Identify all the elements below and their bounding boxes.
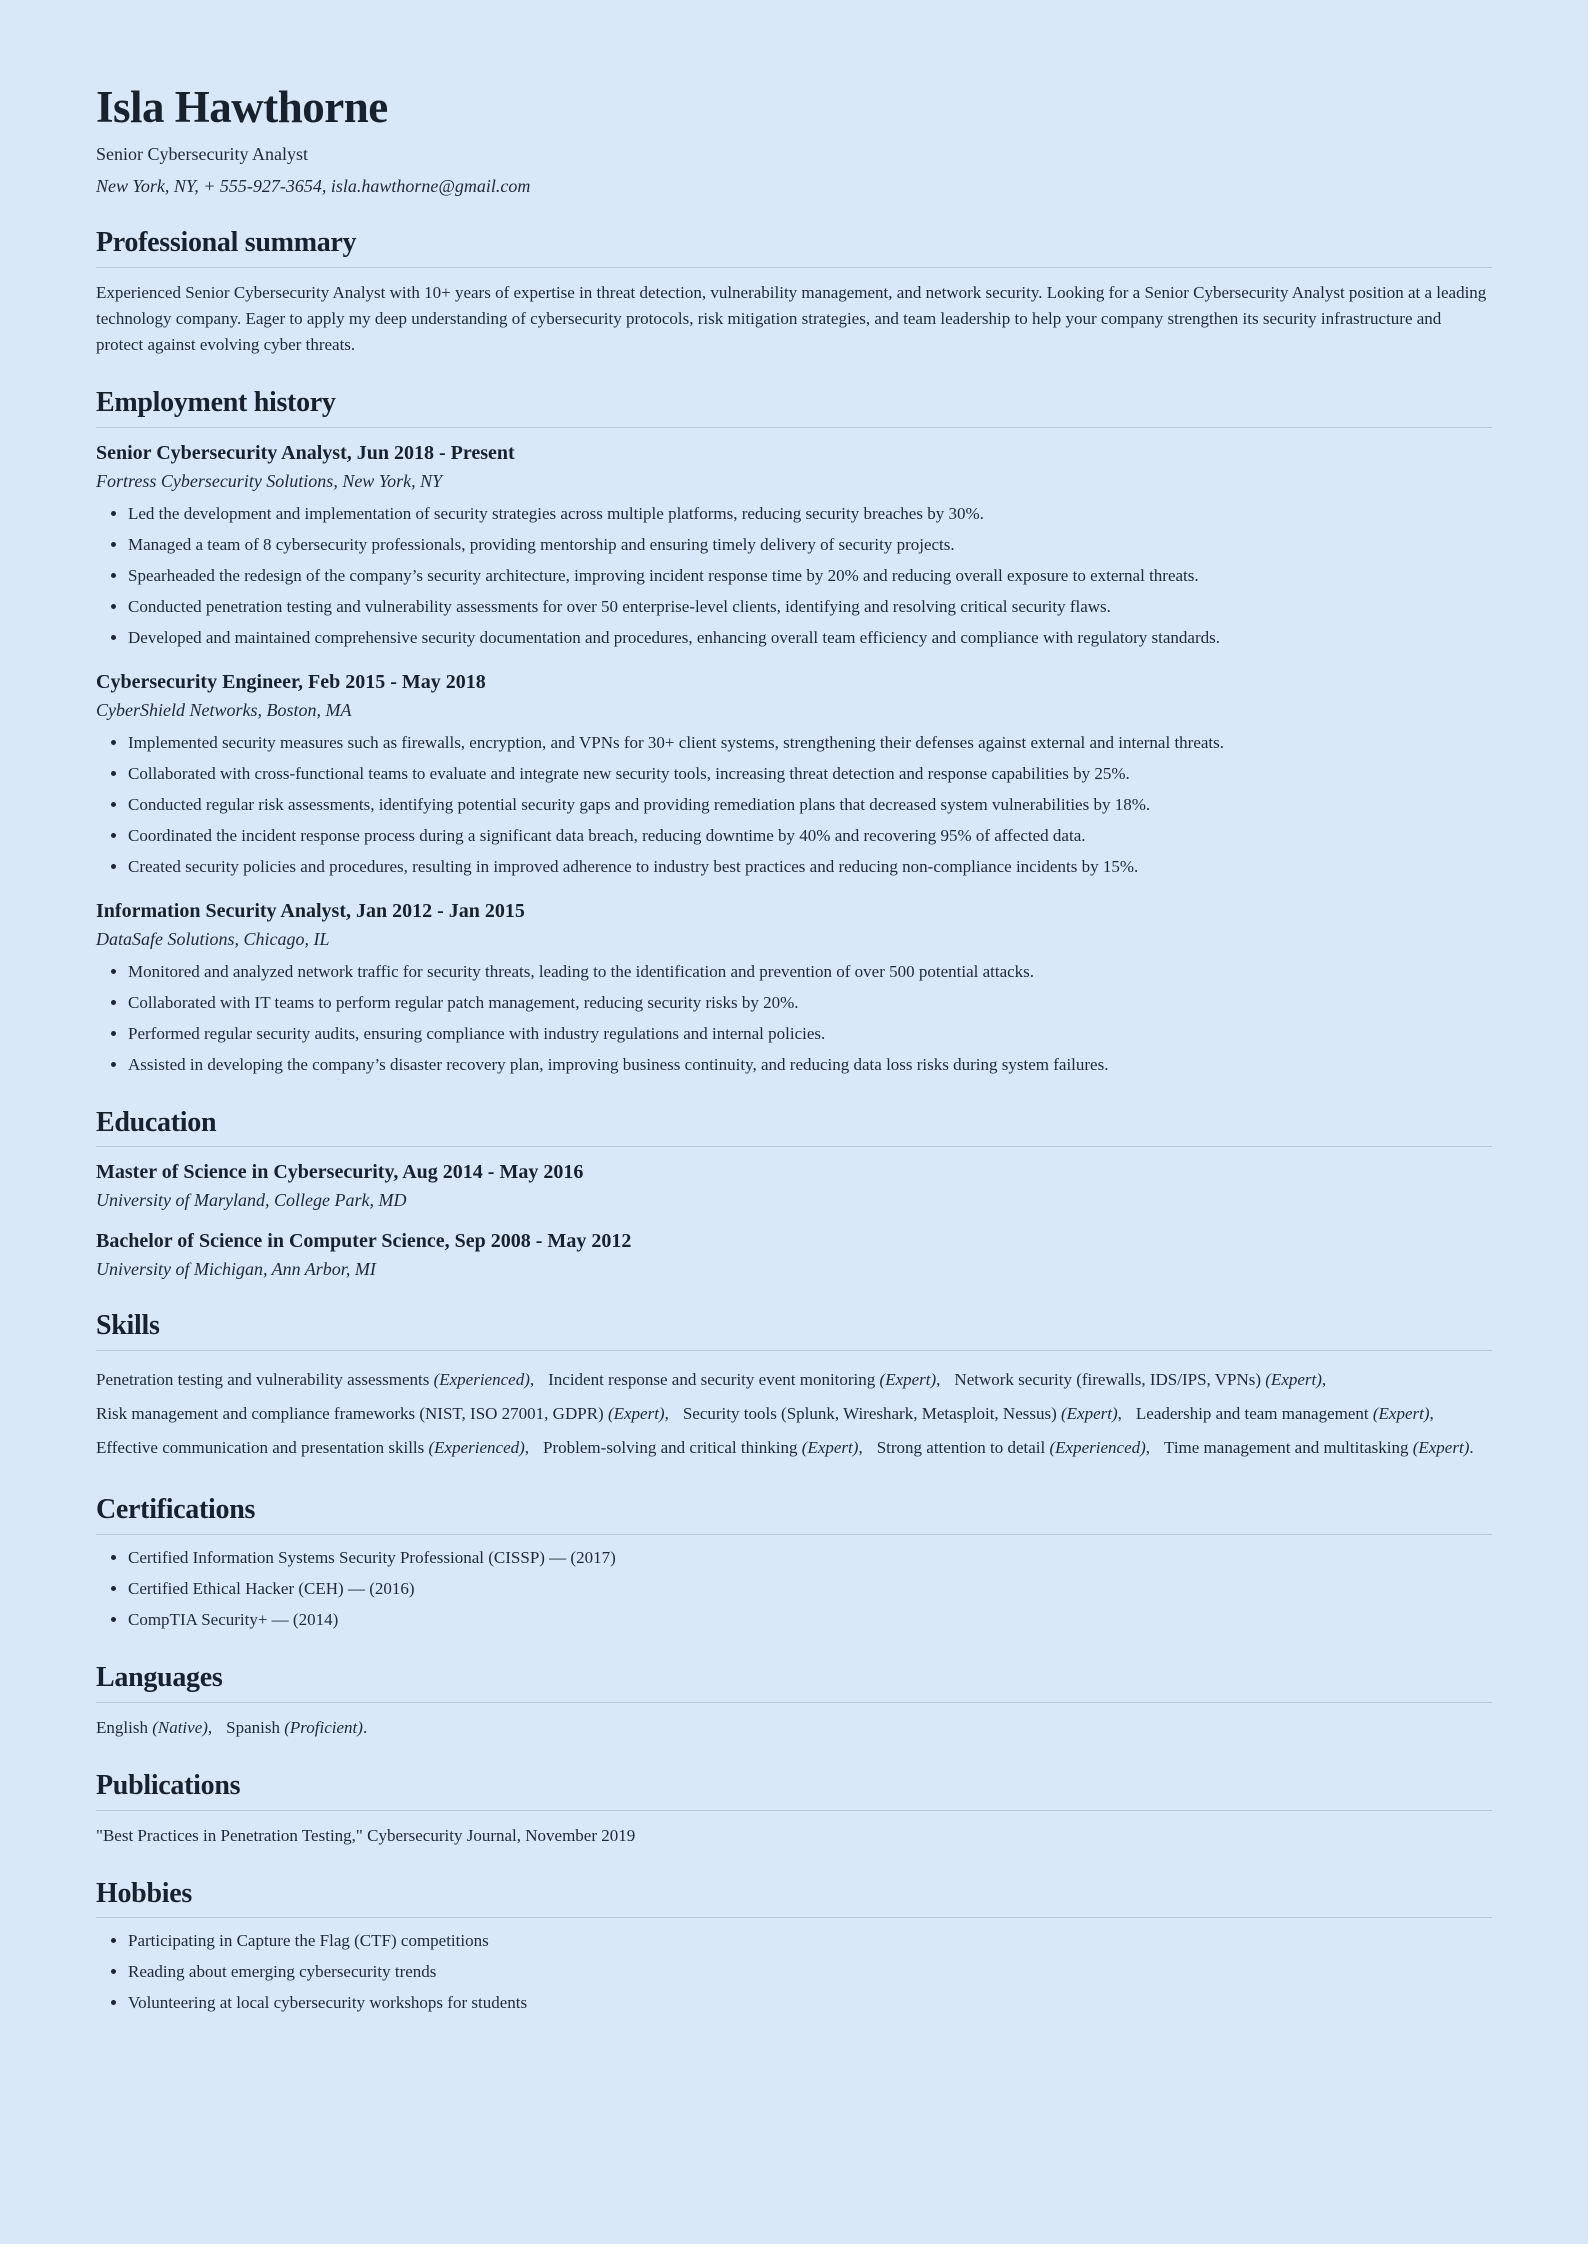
education-heading: Education — [96, 1108, 1492, 1148]
contact-line: New York, NY, + 555-927-3654, isla.hawthorne@gmail.com — [96, 175, 531, 196]
skills-heading: Skills — [96, 1311, 1492, 1351]
degree-title: Bachelor of Science in Computer Science, Sep 2008 - May 2012 — [96, 1230, 632, 1253]
skill-item: Incident response and security event monitoring (Expert), — [548, 1370, 941, 1390]
job-bullets — [96, 959, 1492, 1078]
job-bullets — [96, 501, 1492, 651]
candidate-job-title: Senior Cybersecurity Analyst — [96, 144, 308, 165]
certification-item: • Certified Ethical Hacker (CEH) — (2016) — [128, 1576, 1492, 1602]
certification-item: • CompTIA Security+ — (2014) — [128, 1607, 1492, 1633]
bullet-item: • Created security policies and procedures, resulting in improved adherence to industry best practices and reducing non-compliance incidents by 15%. — [128, 854, 1492, 880]
education-entry — [96, 1228, 1492, 1281]
section-publications — [96, 1771, 1492, 1849]
skill-level: (Experienced) — [1049, 1438, 1146, 1458]
certifications-list — [96, 1545, 1492, 1633]
section-employment-history — [96, 388, 1492, 1078]
degree-title: Master of Science in Cybersecurity, Aug 2014 - May 2016 — [96, 1161, 584, 1184]
bullet-item: • Conducted penetration testing and vulnerability assessments for over 50 enterprise-level clients, identifying and resolving critical security flaws. — [128, 594, 1492, 620]
bullet-item: • Conducted regular risk assessments, identifying potential security gaps and providing remediation plans that decreased system vulnerabilities by 18%. — [128, 792, 1492, 818]
job-title: Information Security Analyst, Jan 2012 - Jan 2015 — [96, 899, 525, 922]
publication-text: "Best Practices in Penetration Testing," Cybersecurity Journal, November 2019 — [96, 1825, 636, 1845]
skill-item: Time management and multitasking (Expert). — [1164, 1438, 1474, 1458]
language-level: (Proficient) — [284, 1717, 363, 1737]
skill-item: Strong attention to detail (Experienced), — [876, 1438, 1151, 1458]
certifications-heading: Certifications — [96, 1495, 1492, 1535]
education-entry — [96, 1159, 1492, 1212]
job-company: Fortress Cybersecurity Solutions, New York, NY — [96, 470, 443, 491]
bullet-item: • Spearheaded the redesign of the company’s security architecture, improving incident response time by 20% and reducing overall exposure to external threats. — [128, 563, 1492, 589]
certification-item: • Certified Information Systems Security Professional (CISSP) — (2017) — [128, 1545, 1492, 1571]
skill-level: (Expert) — [1061, 1404, 1118, 1424]
degree-school: University of Maryland, College Park, MD — [96, 1190, 407, 1211]
language-item: English (Native), — [96, 1717, 213, 1737]
section-languages — [96, 1663, 1492, 1741]
hobbies-heading: Hobbies — [96, 1879, 1492, 1919]
skill-level: (Expert) — [607, 1404, 665, 1424]
languages-heading: Languages — [96, 1663, 1492, 1703]
skill-item: Problem-solving and critical thinking (Expert), — [543, 1438, 863, 1458]
job-bullets — [96, 730, 1492, 880]
skill-level: (Experienced) — [433, 1370, 530, 1390]
skill-level: (Experienced) — [428, 1438, 525, 1458]
employment-jobs — [96, 440, 1492, 1078]
bullet-item: • Collaborated with cross-functional teams to evaluate and integrate new security tools, increasing threat detection and response capabilities by 25%. — [128, 761, 1492, 787]
hobbies-list — [96, 1928, 1492, 2016]
employment-heading: Employment history — [96, 388, 1492, 428]
bullet-item: • Monitored and analyzed network traffic for security threats, leading to the identification and prevention of over 500 potential attacks. — [128, 959, 1492, 985]
publications-heading: Publications — [96, 1771, 1492, 1811]
skill-level: (Expert) — [801, 1438, 859, 1458]
job-entry — [96, 898, 1492, 1078]
bullet-item: • Implemented security measures such as firewalls, encryption, and VPNs for 30+ client systems, strengthening their defenses against external and internal threats. — [128, 730, 1492, 756]
degree-school: University of Michigan, Ann Arbor, MI — [96, 1259, 376, 1280]
job-title: Cybersecurity Engineer, Feb 2015 - May 2018 — [96, 670, 486, 693]
section-hobbies — [96, 1879, 1492, 2017]
skill-item: Penetration testing and vulnerability assessments (Experienced), — [96, 1370, 535, 1390]
bullet-item: • Performed regular security audits, ensuring compliance with industry regulations and internal policies. — [128, 1021, 1492, 1047]
education-entries — [96, 1159, 1492, 1281]
job-company: CyberShield Networks, Boston, MA — [96, 699, 352, 720]
languages-list — [96, 1715, 1492, 1741]
language-item: Spanish (Proficient). — [226, 1717, 368, 1737]
section-professional-summary — [96, 228, 1492, 358]
skill-item: Effective communication and presentation skills (Experienced), — [96, 1438, 530, 1458]
skill-level: (Expert) — [1265, 1370, 1322, 1390]
job-title: Senior Cybersecurity Analyst, Jun 2018 - Present — [96, 441, 515, 464]
skill-item: Leadership and team management (Expert), — [1135, 1404, 1434, 1424]
hobby-item: • Participating in Capture the Flag (CTF) competitions — [128, 1928, 1492, 1954]
bullet-item: • Managed a team of 8 cybersecurity professionals, providing mentorship and ensuring timely delivery of security projects. — [128, 532, 1492, 558]
job-entry — [96, 440, 1492, 651]
hobby-item: • Reading about emerging cybersecurity trends — [128, 1959, 1492, 1985]
bullet-item: • Developed and maintained comprehensive security documentation and procedures, enhancing overall team efficiency and compliance with regulatory standards. — [128, 625, 1492, 651]
skill-level: (Expert) — [1412, 1438, 1470, 1458]
summary-heading: Professional summary — [96, 228, 1492, 268]
language-level: (Native) — [152, 1717, 208, 1737]
skill-item: Security tools (Splunk, Wireshark, Metasploit, Nessus) (Expert), — [682, 1404, 1122, 1424]
skill-item: Risk management and compliance frameworks (NIST, ISO 27001, GDPR) (Expert), — [96, 1404, 669, 1424]
skill-level: (Expert) — [1372, 1404, 1430, 1424]
candidate-name: Isla Hawthorne — [96, 82, 388, 132]
skill-item: Network security (firewalls, IDS/IPS, VPNs) (Expert), — [954, 1370, 1327, 1390]
bullet-item: • Collaborated with IT teams to perform regular patch management, reducing security risks by 20%. — [128, 990, 1492, 1016]
section-certifications — [96, 1495, 1492, 1633]
skills-list — [96, 1363, 1492, 1465]
bullet-item: • Assisted in developing the company’s disaster recovery plan, improving business continuity, and reducing data loss risks during system failures. — [128, 1052, 1492, 1078]
resume-header — [96, 84, 1492, 198]
summary-text: Experienced Senior Cybersecurity Analyst with 10+ years of expertise in threat detection, vulnerability management, and network security. Looking for a Senior Cybersecurity Analyst position at a leading technology company. Eager to apply my deep understanding of cybersecurity protocols, risk mitigation strategies, and team leadership to help your company strengthen its security infrastructure and protect against evolving cyber threats. — [96, 282, 1487, 354]
bullet-item: • Coordinated the incident response process during a significant data breach, reducing downtime by 40% and recovering 95% of affected data. — [128, 823, 1492, 849]
job-entry — [96, 669, 1492, 880]
hobby-item: • Volunteering at local cybersecurity workshops for students — [128, 1990, 1492, 2016]
skill-level: (Expert) — [879, 1370, 937, 1390]
section-skills — [96, 1311, 1492, 1465]
bullet-item: • Led the development and implementation of security strategies across multiple platforms, reducing security breaches by 30%. — [128, 501, 1492, 527]
job-company: DataSafe Solutions, Chicago, IL — [96, 928, 330, 949]
section-education — [96, 1108, 1492, 1282]
